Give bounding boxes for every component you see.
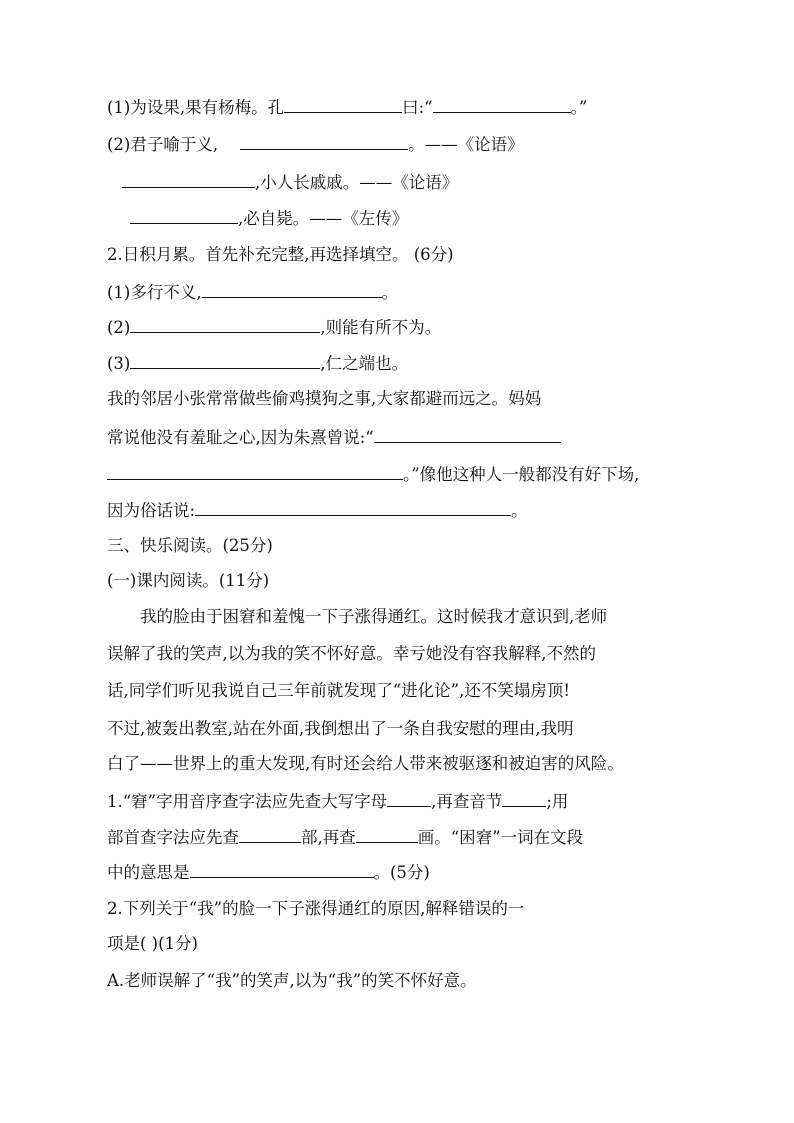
text: 1.“窘”字用音序查字法应先查大写字母 [107, 792, 388, 811]
text: (1)为设果,果有杨梅。孔 [107, 98, 285, 117]
q2-title: 2.日积月累。首先补充完整,再选择填空。 (6分) [107, 245, 454, 264]
r2-line-2: 项是( )(1分) [107, 934, 198, 953]
answer-blank[interactable] [433, 96, 571, 113]
answer-blank[interactable] [239, 826, 301, 843]
text: 曰:“ [402, 98, 433, 117]
answer-blank[interactable] [130, 316, 320, 333]
text: ,仁之端也。 [320, 354, 409, 373]
text: 。(5分) [373, 863, 430, 882]
text: 部,再查 [301, 828, 356, 847]
answer-blank[interactable] [195, 499, 511, 516]
text: 因为俗话说: [107, 501, 196, 520]
text: ,则能有所不为。 [320, 318, 442, 337]
text: (3) [107, 354, 131, 373]
answer-blank[interactable] [202, 281, 382, 298]
q1-line-a [107, 96, 587, 119]
answer-blank[interactable] [356, 826, 418, 843]
answer-blank[interactable] [107, 463, 403, 480]
text: 。” [570, 98, 588, 117]
answer-blank[interactable] [502, 790, 546, 807]
q2-para-line-2 [107, 426, 561, 449]
r2-option-a[interactable]: A.老师误解了“我”的笑声,以为“我”的笑不怀好意。 [107, 971, 477, 990]
text: ;用 [546, 792, 569, 811]
q2-para-line-4 [107, 499, 528, 522]
passage-line: 误解了我的笑声,以为我的笑不怀好意。幸亏她没有容我解释,不然的 [107, 644, 596, 663]
text: (2)君子喻于义, [107, 135, 219, 154]
answer-blank[interactable] [387, 790, 431, 807]
passage-line: 不过,被轰出教室,站在外面,我倒想出了一条自我安慰的理由,我明 [107, 719, 574, 738]
passage-line: 我的脸由于困窘和羞愧一下子涨得通红。这时候我才意识到,老师 [140, 607, 608, 626]
text: ,必自毙。——《左传》 [238, 209, 409, 228]
answer-blank[interactable] [122, 171, 255, 188]
q2-para-line-3 [107, 463, 639, 486]
r1-line-2 [107, 826, 583, 849]
r2-line-1: 2.下列关于“我”的脸一下子涨得通红的原因,解释错误的一 [107, 899, 525, 918]
section-3-subtitle: (一)课内阅读。(11分) [107, 571, 270, 590]
r1-line-1 [107, 790, 568, 813]
text: 画。“困窘”一词在文段 [417, 828, 584, 847]
answer-blank[interactable] [240, 133, 408, 150]
answer-blank[interactable] [130, 207, 238, 224]
text: ,小人长戚戚。——《论语》 [255, 173, 459, 192]
text: ,再查音节 [431, 792, 503, 811]
answer-blank[interactable] [284, 96, 402, 113]
passage-line: 白了——世界上的重大发现,有时还会给人带来被驱逐和被迫害的风险。 [107, 754, 624, 773]
text: 部首查字法应先查 [107, 828, 239, 847]
text: (2) [107, 318, 131, 337]
q2-para-line-1: 我的邻居小张常常做些偷鸡摸狗之事,大家都避而远之。妈妈 [107, 389, 542, 408]
q1-line-c [122, 171, 458, 194]
r1-line-3 [107, 861, 430, 884]
answer-blank[interactable] [190, 861, 374, 878]
text: 常说他没有羞耻之心,因为朱熹曾说:“ [107, 428, 374, 447]
text: 。 [381, 283, 399, 302]
section-3-title: 三、快乐阅读。(25分) [107, 536, 273, 555]
answer-blank[interactable] [130, 352, 320, 369]
text: 。——《论语》 [408, 135, 524, 154]
passage-line: 话,同学们听见我说自己三年前就发现了“进化论”,还不笑塌房顶! [107, 681, 570, 700]
text: 。 [511, 501, 528, 520]
answer-blank[interactable] [374, 426, 561, 443]
q2-item-1 [107, 281, 398, 304]
text: 。”像他这种人一般都没有好下场, [403, 465, 640, 484]
text: 中的意思是 [107, 863, 190, 882]
q1-line-b [107, 133, 524, 156]
q1-line-d [130, 207, 408, 230]
q2-item-3 [107, 352, 408, 375]
q2-item-2 [107, 316, 441, 339]
text: (1)多行不义, [107, 283, 202, 302]
